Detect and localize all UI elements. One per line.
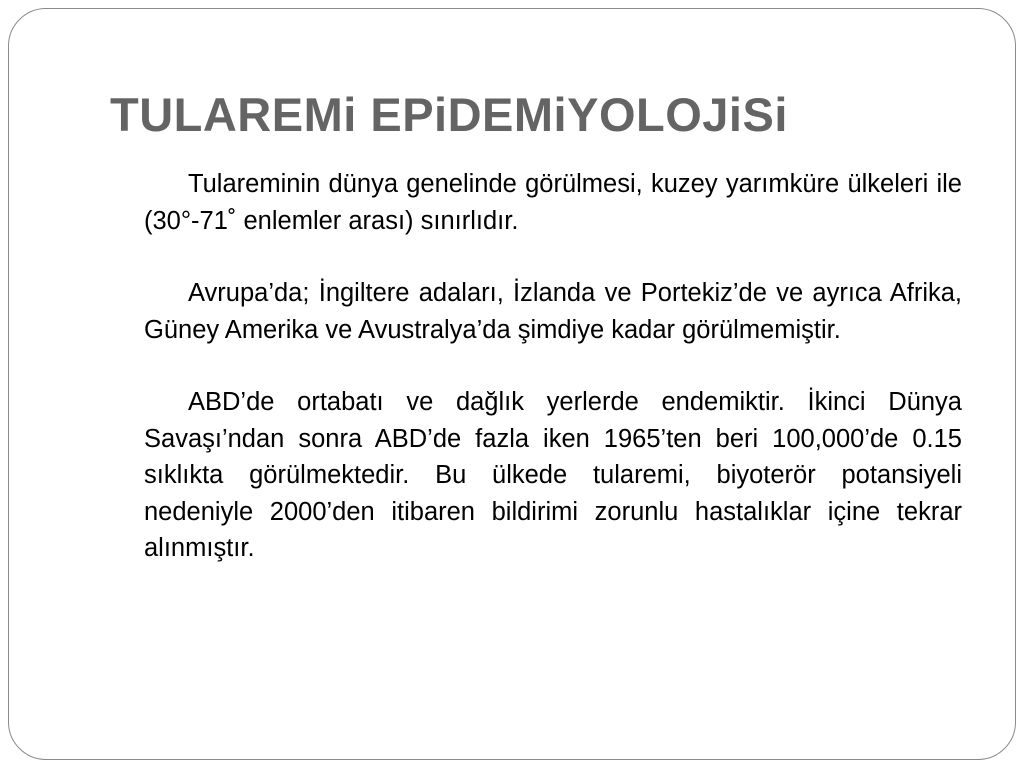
- slide-title: TULAREMi EPiDEMiYOLOJiSi: [110, 88, 788, 141]
- paragraph-distribution: [144, 166, 962, 239]
- paragraph-not-seen-regions: [144, 275, 962, 348]
- paragraph-text: Avrupa’da; İngiltere adaları, İzlanda ve Portekiz’de ve ayrıca Afrika, Güney Amerika ve Avustralya’da şimdiye kadar görülmemiştir.: [144, 279, 962, 344]
- paragraph-text: ABD’de ortabatı ve dağlık yerlerde endemiktir. İkinci Dünya Savaşı’ndan sonra ABD’de fazla iken 1965’ten beri 100,000’de 0.15 sıklıkta görülmektedir. Bu ülkede tularemi, biyoterör potansiyeli nedeniyle 2000’den itibaren bildirimi zorunlu hastalıklar içine tekrar alınmıştır.: [144, 388, 962, 562]
- paragraph-text: Tulareminin dünya genelinde görülmesi, kuzey yarımküre ülkeleri ile (30°-71˚ enlemler arası) sınırlıdır.: [144, 170, 962, 235]
- slide-body: [144, 166, 962, 567]
- paragraph-usa: [144, 384, 962, 567]
